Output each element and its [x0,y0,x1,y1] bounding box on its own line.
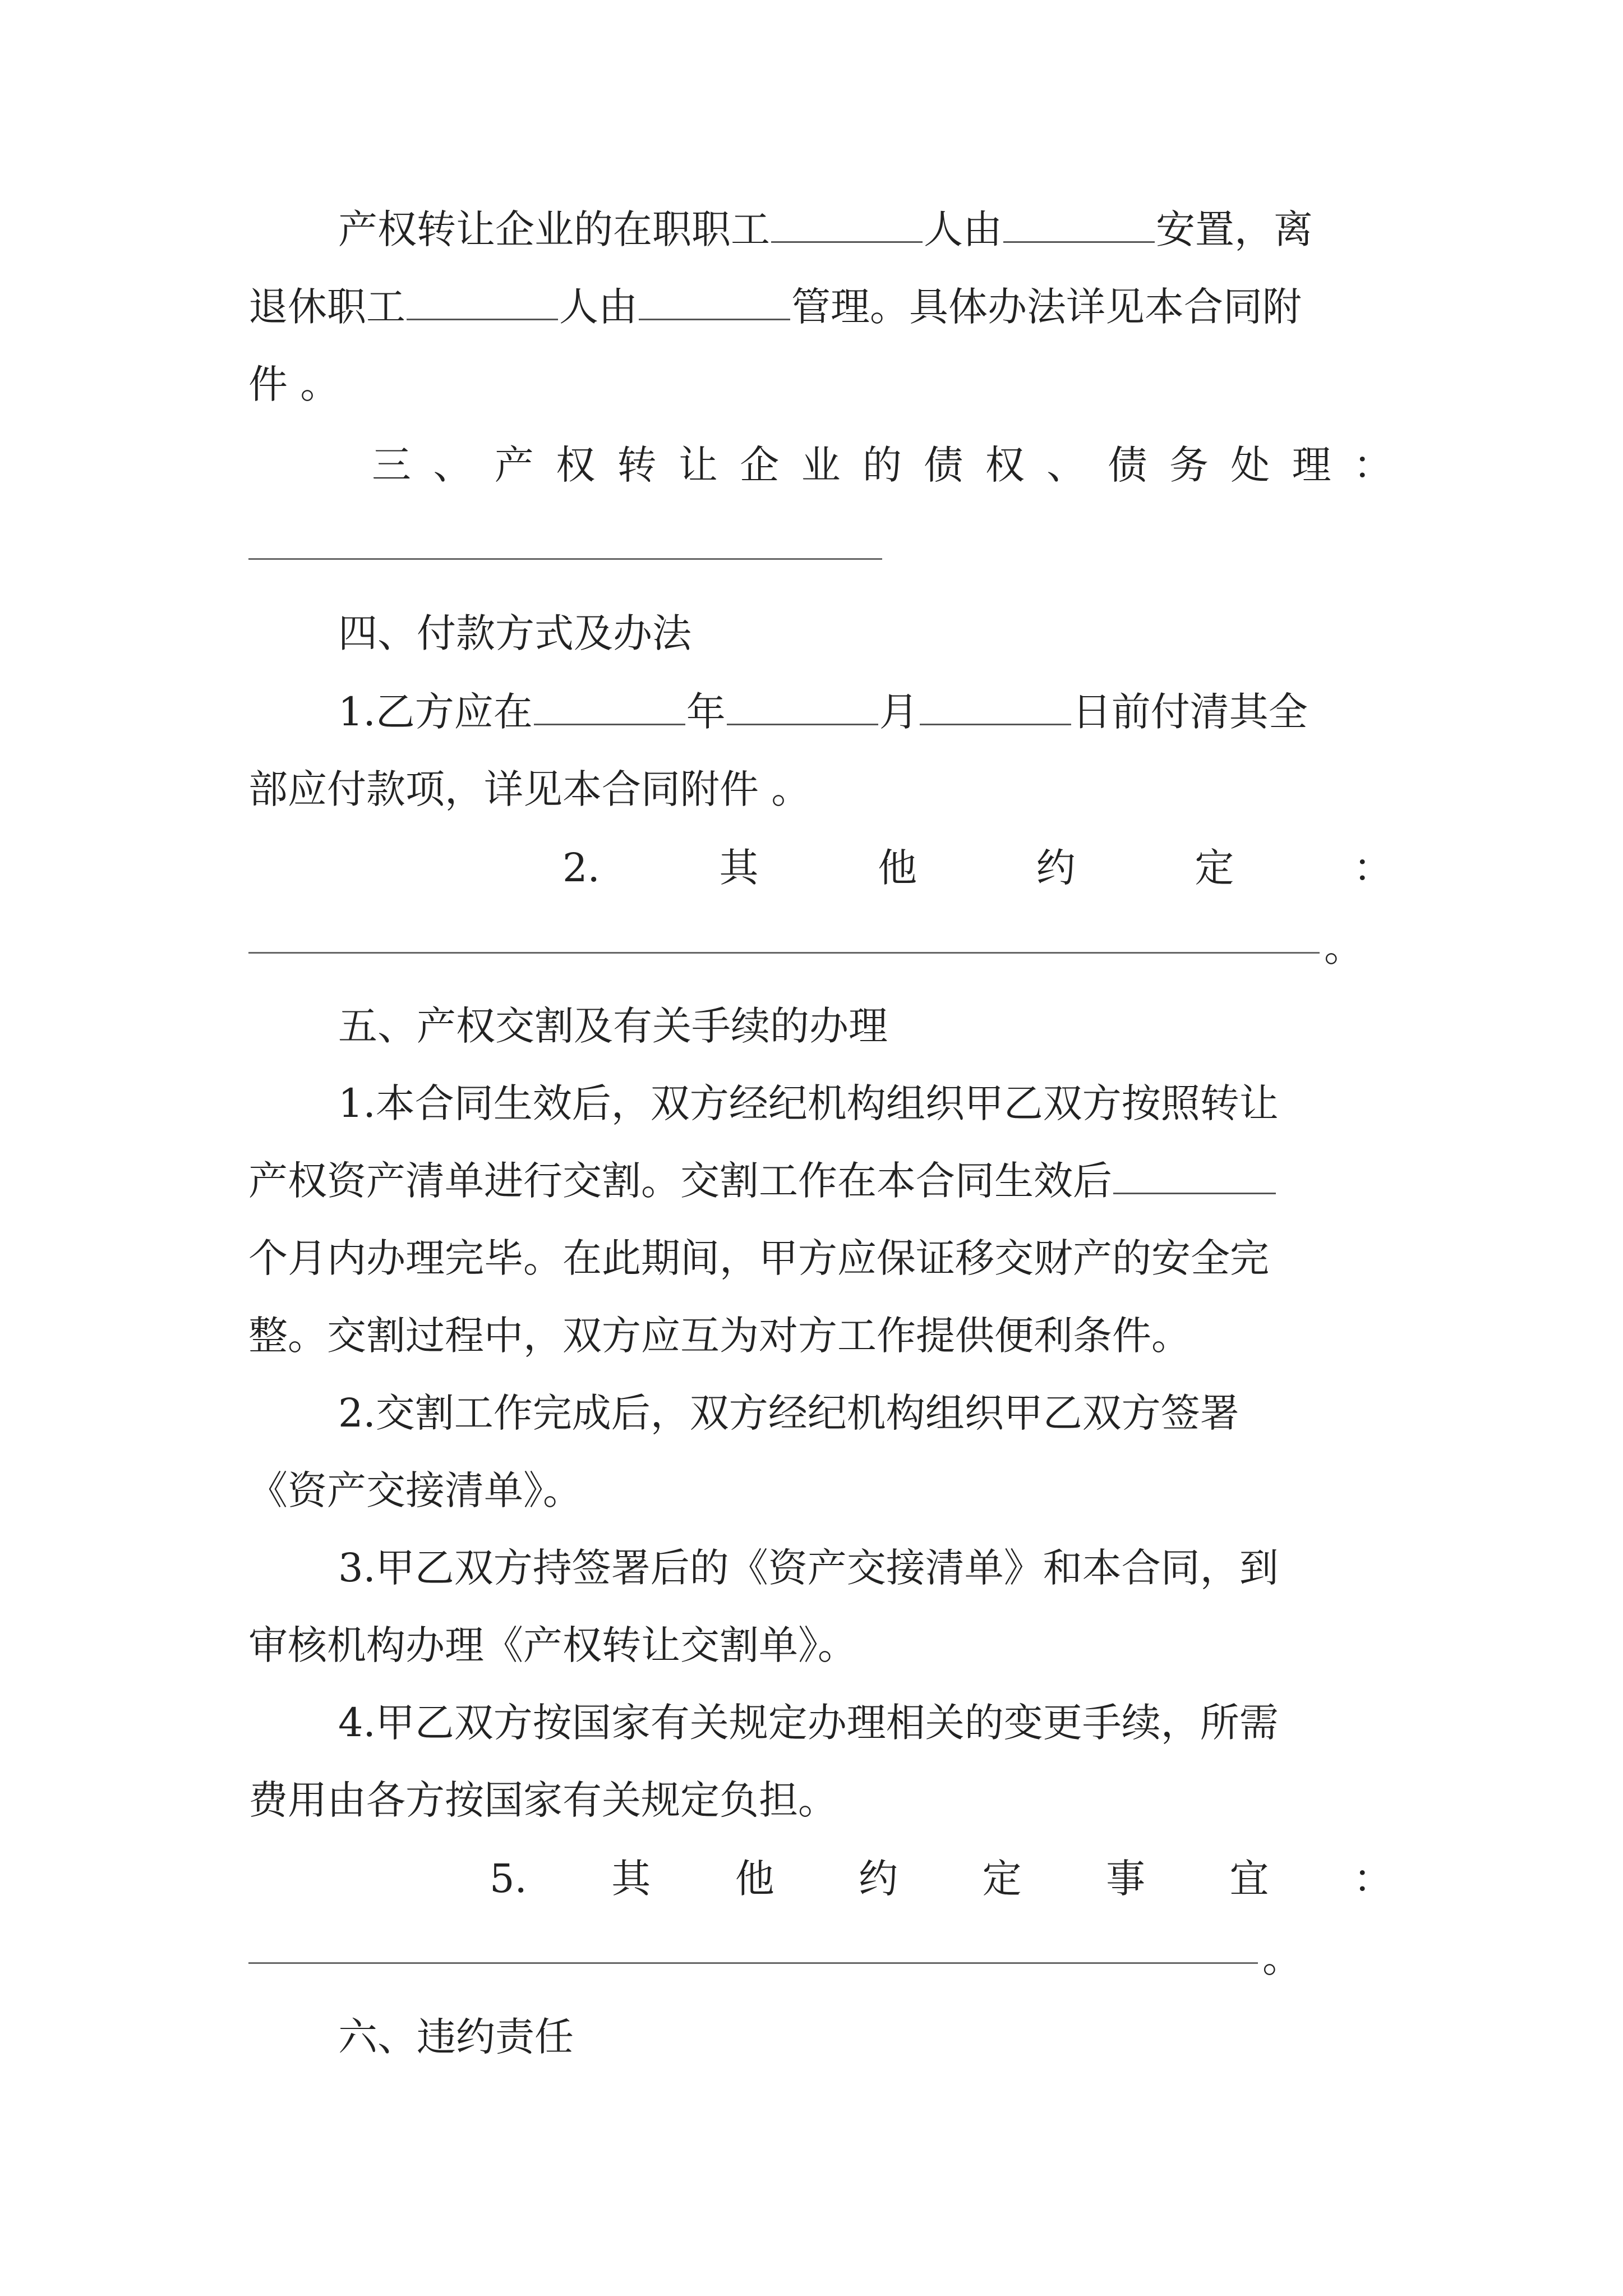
para-staff-line2 [248,268,1393,346]
period-mark [1324,909,1380,986]
title-char: 其 [611,1856,651,1902]
title-char: 、 [433,442,473,488]
title-char: 三 [372,442,411,488]
text-segment: 3.甲乙双方持签署后的《资产交接清单》和本合同，到 [338,1545,1279,1591]
s5-item1-line4 [248,1297,1393,1374]
fill-line [248,558,882,560]
title-char: 让 [678,442,718,488]
fill-blank [771,206,923,243]
title-char: 他 [735,1856,774,1902]
heading-text: 六、违约责任 [338,2014,574,2060]
heading-text: 四、付款方式及办法 [338,610,691,656]
text-segment: 《资产交接清单》。 [248,1467,582,1513]
para-staff-line3 [248,346,1393,423]
heading-text: 五、产权交割及有关手续的办理 [338,1003,888,1049]
fill-blank [534,689,685,725]
title-char: ： [1353,1856,1393,1902]
s5-item1-line2 [248,1142,1393,1220]
s5-item3-line1 [248,1529,1393,1607]
fill-blank [920,689,1071,725]
s5-item3-line2 [248,1607,1393,1684]
title-char: 务 [1169,442,1209,488]
fill-blank [407,284,558,320]
text-segment: 日前付清其全 [1072,689,1308,735]
fill-line [248,952,1320,954]
text-segment: 4.甲乙双方按国家有关规定办理相关的变更手续，所需 [338,1700,1279,1746]
s5-item4-line2 [248,1761,1393,1839]
text-segment: 。 [1324,924,1363,970]
title-char: 5. [490,1856,527,1902]
title-char: 权 [985,442,1025,488]
title-char: ： [1353,845,1393,891]
text-segment: 产权转让企业的在职职工 [338,206,770,252]
title-char: ： [1353,442,1393,488]
text-segment: 退休职工 [248,284,405,330]
text-segment: 。 [1262,1935,1302,1981]
section-4-title [248,595,1393,672]
fill-blank [1003,206,1155,243]
text-segment: 人由 [924,206,1002,252]
text-segment: 产权资产清单进行交割。交割工作在本合同生效后 [248,1158,1112,1204]
title-char: 2. [562,845,600,891]
title-char: 事 [1106,1856,1146,1902]
s4-item1-line2 [248,751,1393,828]
fill-line [248,1962,1258,1964]
text-segment: 年 [686,689,726,735]
text-segment: 人由 [559,284,638,330]
text-segment: 1.本合同生效后，双方经纪机构组织甲乙双方按照转让 [338,1080,1279,1126]
title-char: 其 [719,845,759,891]
s5-item1-line1 [248,1065,1393,1142]
title-char: 理 [1292,442,1331,488]
title-char: 约 [859,1856,898,1902]
fill-blank [639,284,790,320]
fill-blank [727,689,878,725]
title-char: 、 [1046,442,1086,488]
para-staff-line1 [248,191,1393,268]
title-char: 产 [494,442,534,488]
title-char: 企 [740,442,780,488]
title-char: 他 [878,845,917,891]
text-segment: 费用由各方按国家有关规定负担。 [248,1777,837,1823]
s5-item2-line2 [248,1452,1393,1529]
text-segment: 月 [879,689,919,735]
text-segment: 部应付款项，详见本合同附件 。 [248,766,811,812]
text-segment: 审核机构办理《产权转让交割单》。 [248,1622,857,1668]
s5-item5-title [248,1840,1393,1917]
text-segment: 个月内办理完毕。在此期间，甲方应保证移交财产的安全完 [248,1235,1269,1281]
section-3-title [248,426,1393,504]
text-segment: 2.交割工作完成后，双方经纪机构组织甲乙双方签署 [338,1390,1239,1436]
title-char: 债 [924,442,963,488]
title-char: 定 [1195,845,1234,891]
title-char: 业 [801,442,841,488]
title-char: 宜 [1229,1856,1269,1902]
fill-blank [1113,1158,1276,1194]
text-segment: 安置，离 [1156,206,1313,252]
title-char: 债 [1108,442,1147,488]
s4-item2-title [248,829,1393,907]
title-char: 转 [617,442,657,488]
title-char: 的 [863,442,902,488]
s5-item4-line1 [248,1684,1393,1761]
s4-item1-line1 [248,673,1393,751]
title-char: 处 [1230,442,1270,488]
text-segment: 整。交割过程中，双方应互为对方工作提供便利条件。 [248,1313,1191,1359]
text-segment: 件 。 [248,361,340,407]
s5-item2-line1 [248,1374,1393,1452]
text-segment: 管理。具体办法详见本合同附 [791,284,1302,330]
s5-item1-line3 [248,1220,1393,1297]
section-6-title [248,1998,1393,2076]
title-char: 定 [982,1856,1022,1902]
section-5-title [248,987,1393,1065]
text-segment: 1.乙方应在 [338,689,533,735]
period-mark [1262,1920,1318,1997]
title-char: 约 [1036,845,1076,891]
title-char: 权 [556,442,596,488]
